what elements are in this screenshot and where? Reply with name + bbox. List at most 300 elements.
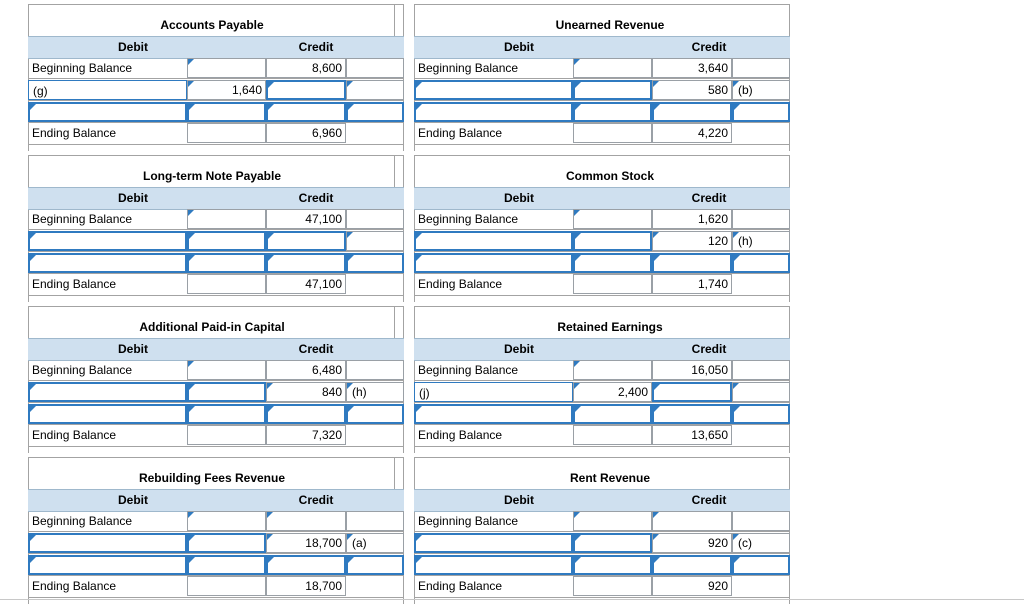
reference-value: (c) (738, 536, 752, 550)
credit-input[interactable] (266, 209, 346, 229)
t-account-rent-revenue (414, 457, 790, 604)
cell-marker-icon (416, 535, 422, 541)
credit-value: 16,050 (691, 363, 728, 377)
debit-input[interactable] (187, 102, 266, 122)
cell-marker-icon (347, 81, 353, 87)
row-divider (414, 380, 790, 381)
debit-header: Debit (118, 342, 148, 356)
cell-marker-icon (575, 104, 581, 110)
ending-credit-value: 1,740 (697, 277, 728, 291)
cell-marker-icon (189, 557, 195, 563)
credit-input[interactable] (266, 382, 346, 402)
credit-input[interactable] (652, 253, 732, 273)
cell-marker-icon (30, 233, 36, 239)
cell-marker-icon (734, 255, 740, 261)
ending-credit-value: 47,100 (305, 277, 342, 291)
cell-marker-icon (268, 233, 274, 239)
ending-balance-row (28, 274, 404, 294)
row-divider (414, 402, 790, 403)
row-label-cell[interactable] (414, 80, 573, 100)
ledger-row (28, 58, 404, 78)
cell-marker-icon (189, 104, 195, 110)
credit-input[interactable] (652, 382, 732, 402)
row-label-cell[interactable] (28, 555, 187, 575)
debit-credit-header (414, 36, 790, 59)
reference-input[interactable] (346, 382, 404, 402)
account-title: Long-term Note Payable (142, 169, 282, 183)
cell-marker-icon (574, 59, 580, 65)
row-label: Beginning Balance (32, 61, 133, 75)
cell-marker-icon (734, 104, 740, 110)
row-label-cell (414, 209, 573, 229)
account-title: Rent Revenue (569, 471, 651, 485)
debit-input[interactable] (573, 231, 652, 251)
row-divider (28, 553, 404, 554)
cell-marker-icon (188, 210, 194, 216)
row-label-cell[interactable] (28, 80, 187, 100)
cell-marker-icon (416, 406, 422, 412)
row-label: Beginning Balance (32, 212, 133, 226)
ending-debit-cell (187, 576, 266, 596)
cell-marker-icon (575, 557, 581, 563)
credit-header: Credit (298, 191, 334, 205)
ending-balance-row (414, 123, 790, 143)
credit-header: Credit (298, 40, 334, 54)
row-divider (28, 251, 404, 252)
cell-marker-icon (575, 82, 581, 88)
debit-input[interactable] (187, 58, 266, 78)
reference-input[interactable] (346, 511, 404, 531)
ending-balance-label: Ending Balance (32, 126, 117, 140)
ending-credit-value: 7,320 (311, 428, 342, 442)
debit-input[interactable] (573, 360, 652, 380)
t-account-top-border (28, 155, 404, 156)
ledger-row (28, 555, 404, 575)
t-account-long-term-note-payable (28, 155, 404, 302)
cell-marker-icon (416, 233, 422, 239)
row-divider (28, 531, 404, 532)
cell-marker-icon (188, 512, 194, 518)
debit-input[interactable] (187, 382, 266, 402)
debit-credit-header (414, 187, 790, 210)
cell-marker-icon (416, 104, 422, 110)
reference-input[interactable] (346, 360, 404, 380)
row-divider (414, 229, 790, 230)
ending-balance-label: Ending Balance (418, 428, 503, 442)
ending-credit-cell (266, 123, 346, 143)
debit-header: Debit (504, 40, 534, 54)
t-account-top-border (414, 306, 790, 307)
credit-input[interactable] (652, 209, 732, 229)
ledger-row (414, 80, 790, 100)
ending-balance-label: Ending Balance (418, 579, 503, 593)
reference-input[interactable] (732, 231, 790, 251)
debit-input[interactable] (573, 533, 652, 553)
row-label: Beginning Balance (418, 61, 519, 75)
cell-marker-icon (267, 383, 273, 389)
debit-credit-header (414, 338, 790, 361)
reference-input[interactable] (346, 253, 404, 273)
row-label-cell (28, 511, 187, 531)
ledger-row (414, 511, 790, 531)
row-label-cell (28, 209, 187, 229)
debit-input[interactable] (187, 80, 266, 100)
cell-marker-icon (30, 406, 36, 412)
credit-input[interactable] (266, 533, 346, 553)
cell-marker-icon (30, 104, 36, 110)
cell-marker-icon (267, 534, 273, 540)
row-divider (28, 78, 404, 79)
cell-marker-icon (575, 535, 581, 541)
row-divider (28, 100, 404, 101)
debit-input[interactable] (187, 404, 266, 424)
ledger-row (414, 555, 790, 575)
row-label-cell (28, 360, 187, 380)
ledger-row (414, 382, 790, 402)
ledger-row (28, 511, 404, 531)
ending-debit-cell (187, 123, 266, 143)
credit-input[interactable] (652, 231, 732, 251)
reference-value: (h) (352, 385, 367, 399)
debit-input[interactable] (573, 102, 652, 122)
row-label: Beginning Balance (418, 514, 519, 528)
ending-credit-cell (652, 123, 732, 143)
cell-marker-icon (654, 557, 660, 563)
ending-credit-cell (266, 425, 346, 445)
ending-debit-cell (573, 274, 652, 294)
t-account-accounts-payable (28, 4, 404, 151)
debit-input[interactable] (187, 209, 266, 229)
debit-input[interactable] (187, 555, 266, 575)
credit-input[interactable] (266, 58, 346, 78)
credit-input[interactable] (652, 102, 732, 122)
ending-bottom-border (414, 597, 790, 598)
credit-input[interactable] (266, 231, 346, 251)
reference-input[interactable] (732, 58, 790, 78)
row-label-cell[interactable] (28, 404, 187, 424)
debit-header: Debit (118, 40, 148, 54)
reference-input[interactable] (732, 404, 790, 424)
reference-input[interactable] (732, 382, 790, 402)
credit-input[interactable] (652, 511, 732, 531)
credit-input[interactable] (266, 555, 346, 575)
credit-header: Credit (691, 493, 727, 507)
reference-input[interactable] (732, 209, 790, 229)
credit-input[interactable] (266, 404, 346, 424)
row-label-cell[interactable] (28, 533, 187, 553)
row-label-cell[interactable] (414, 102, 573, 122)
ledger-row (414, 533, 790, 553)
ending-balance-label: Ending Balance (32, 277, 117, 291)
row-divider (28, 229, 404, 230)
row-label: Beginning Balance (32, 514, 133, 528)
row-label-cell[interactable] (28, 382, 187, 402)
row-divider (414, 100, 790, 101)
debit-credit-header (414, 489, 790, 512)
t-account-rebuilding-fees-revenue (28, 457, 404, 604)
credit-input[interactable] (652, 555, 732, 575)
ending-credit-cell (652, 425, 732, 445)
cell-marker-icon (653, 81, 659, 87)
t-account-top-border (414, 4, 790, 5)
reference-input[interactable] (732, 555, 790, 575)
ending-balance-label: Ending Balance (418, 277, 503, 291)
cell-marker-icon (348, 255, 354, 261)
cell-marker-icon (348, 104, 354, 110)
ending-bottom-border (28, 446, 404, 447)
cell-marker-icon (575, 233, 581, 239)
credit-header: Credit (298, 342, 334, 356)
cell-marker-icon (416, 82, 422, 88)
row-label-cell[interactable] (28, 102, 187, 122)
credit-input[interactable] (652, 360, 732, 380)
ledger-row (414, 58, 790, 78)
debit-input[interactable] (187, 231, 266, 251)
credit-value: 920 (707, 536, 728, 550)
credit-header: Credit (691, 342, 727, 356)
cell-marker-icon (267, 512, 273, 518)
ending-balance-row (28, 123, 404, 143)
debit-input[interactable] (187, 253, 266, 273)
credit-value: 3,640 (697, 61, 728, 75)
ledger-row (28, 533, 404, 553)
reference-input[interactable] (732, 102, 790, 122)
cell-marker-icon (734, 406, 740, 412)
debit-header: Debit (504, 191, 534, 205)
credit-value: 840 (321, 385, 342, 399)
ending-credit-value: 920 (707, 579, 728, 593)
ledger-row (28, 80, 404, 100)
reference-input[interactable] (346, 404, 404, 424)
ending-balance-label: Ending Balance (32, 428, 117, 442)
row-label-cell[interactable] (414, 533, 573, 553)
row-label-cell (414, 511, 573, 531)
debit-input[interactable] (573, 555, 652, 575)
ending-bottom-border (414, 446, 790, 447)
credit-input[interactable] (652, 404, 732, 424)
credit-value: 47,100 (305, 212, 342, 226)
row-label-cell (414, 58, 573, 78)
row-label: (g) (33, 84, 48, 98)
account-title: Common Stock (565, 169, 654, 183)
ending-balance-label: Ending Balance (32, 579, 117, 593)
row-label: Beginning Balance (32, 363, 133, 377)
credit-value: 120 (707, 234, 728, 248)
reference-input[interactable] (346, 58, 404, 78)
cell-marker-icon (654, 255, 660, 261)
debit-credit-header (28, 36, 404, 59)
cell-marker-icon (268, 104, 274, 110)
credit-input[interactable] (266, 511, 346, 531)
t-account-unearned-revenue (414, 4, 790, 151)
ledger-row (28, 360, 404, 380)
ending-balance-row (28, 576, 404, 596)
cell-marker-icon (188, 81, 194, 87)
debit-credit-header (28, 187, 404, 210)
row-label: Beginning Balance (418, 363, 519, 377)
ending-bottom-border (28, 597, 404, 598)
ledger-row (28, 209, 404, 229)
credit-input[interactable] (266, 80, 346, 100)
cell-marker-icon (30, 535, 36, 541)
ending-credit-value: 6,960 (311, 126, 342, 140)
ending-balance-row (414, 425, 790, 445)
reference-input[interactable] (732, 80, 790, 100)
ending-debit-cell (187, 425, 266, 445)
cell-marker-icon (189, 406, 195, 412)
debit-input[interactable] (573, 209, 652, 229)
ending-debit-cell (573, 425, 652, 445)
debit-header: Debit (118, 493, 148, 507)
cell-marker-icon (268, 557, 274, 563)
row-label-cell (414, 360, 573, 380)
row-label: (j) (419, 386, 430, 400)
debit-input[interactable] (573, 80, 652, 100)
t-account-top-border (28, 4, 404, 5)
ledger-row (414, 209, 790, 229)
debit-input[interactable] (187, 360, 266, 380)
row-label-cell[interactable] (414, 404, 573, 424)
credit-value: 8,600 (311, 61, 342, 75)
debit-input[interactable] (187, 533, 266, 553)
reference-input[interactable] (346, 80, 404, 100)
ledger-row (28, 231, 404, 251)
cell-marker-icon (268, 406, 274, 412)
ending-bottom-border (414, 144, 790, 145)
cell-marker-icon (348, 557, 354, 563)
cell-marker-icon (653, 232, 659, 238)
ending-bottom-border (28, 295, 404, 296)
reference-value: (a) (352, 536, 367, 550)
cell-marker-icon (575, 406, 581, 412)
ledger-row (414, 102, 790, 122)
cell-marker-icon (416, 557, 422, 563)
ending-balance-row (414, 576, 790, 596)
credit-input[interactable] (266, 102, 346, 122)
cell-marker-icon (188, 59, 194, 65)
ending-credit-value: 18,700 (305, 579, 342, 593)
reference-input[interactable] (732, 360, 790, 380)
cell-marker-icon (653, 534, 659, 540)
cell-marker-icon (654, 104, 660, 110)
row-label-cell[interactable] (28, 253, 187, 273)
account-title: Additional Paid-in Capital (139, 320, 285, 334)
ending-credit-cell (266, 576, 346, 596)
cell-marker-icon (347, 232, 353, 238)
credit-input[interactable] (652, 533, 732, 553)
debit-input[interactable] (573, 58, 652, 78)
row-divider (414, 251, 790, 252)
account-title: Unearned Revenue (555, 18, 665, 32)
cell-marker-icon (733, 383, 739, 389)
debit-credit-header (28, 338, 404, 361)
row-divider (414, 78, 790, 79)
debit-input[interactable] (573, 404, 652, 424)
row-divider (28, 402, 404, 403)
credit-input[interactable] (266, 360, 346, 380)
cell-marker-icon (654, 406, 660, 412)
row-label-cell[interactable] (414, 231, 573, 251)
credit-value: 18,700 (305, 536, 342, 550)
reference-value: (h) (738, 234, 753, 248)
debit-header: Debit (504, 493, 534, 507)
ending-credit-cell (266, 274, 346, 294)
credit-input[interactable] (266, 253, 346, 273)
t-account-additional-paid-in-capital (28, 306, 404, 453)
ending-credit-cell (652, 274, 732, 294)
cell-marker-icon (574, 383, 580, 389)
ending-balance-row (414, 274, 790, 294)
ledger-row (28, 382, 404, 402)
ending-bottom-border (28, 144, 404, 145)
ending-credit-value: 13,650 (691, 428, 728, 442)
ledger-row (414, 360, 790, 380)
cell-marker-icon (653, 512, 659, 518)
ledger-row (28, 102, 404, 122)
t-account-top-border (414, 457, 790, 458)
debit-input[interactable] (573, 253, 652, 273)
credit-header: Credit (691, 40, 727, 54)
t-account-retained-earnings (414, 306, 790, 453)
row-label: Beginning Balance (418, 212, 519, 226)
credit-value: 1,620 (697, 212, 728, 226)
cell-marker-icon (189, 233, 195, 239)
credit-value: 6,480 (311, 363, 342, 377)
row-label-cell[interactable] (28, 231, 187, 251)
debit-input[interactable] (573, 382, 652, 402)
cell-marker-icon (189, 535, 195, 541)
ending-debit-cell (573, 123, 652, 143)
cell-marker-icon (574, 210, 580, 216)
debit-value: 1,640 (231, 83, 262, 97)
credit-header: Credit (691, 191, 727, 205)
bottom-divider (0, 599, 1024, 600)
reference-input[interactable] (346, 555, 404, 575)
debit-input[interactable] (573, 511, 652, 531)
reference-input[interactable] (346, 231, 404, 251)
reference-input[interactable] (346, 102, 404, 122)
row-label-cell (28, 58, 187, 78)
reference-input[interactable] (346, 209, 404, 229)
row-divider (414, 531, 790, 532)
ending-credit-cell (652, 576, 732, 596)
reference-input[interactable] (732, 533, 790, 553)
ledger-row (414, 404, 790, 424)
reference-input[interactable] (732, 253, 790, 273)
cell-marker-icon (189, 255, 195, 261)
ending-bottom-border (414, 295, 790, 296)
ending-debit-cell (187, 274, 266, 294)
reference-value: (b) (738, 83, 753, 97)
t-account-top-border (414, 155, 790, 156)
t-account-top-border (28, 457, 404, 458)
debit-credit-header (28, 489, 404, 512)
credit-input[interactable] (652, 58, 732, 78)
row-label-cell[interactable] (414, 555, 573, 575)
credit-input[interactable] (652, 80, 732, 100)
debit-header: Debit (118, 191, 148, 205)
debit-input[interactable] (187, 511, 266, 531)
row-divider (28, 380, 404, 381)
row-label-cell[interactable] (414, 382, 573, 402)
reference-input[interactable] (346, 533, 404, 553)
cell-marker-icon (189, 384, 195, 390)
cell-marker-icon (348, 406, 354, 412)
reference-input[interactable] (732, 511, 790, 531)
ending-balance-label: Ending Balance (418, 126, 503, 140)
cell-marker-icon (268, 255, 274, 261)
row-label-cell[interactable] (414, 253, 573, 273)
